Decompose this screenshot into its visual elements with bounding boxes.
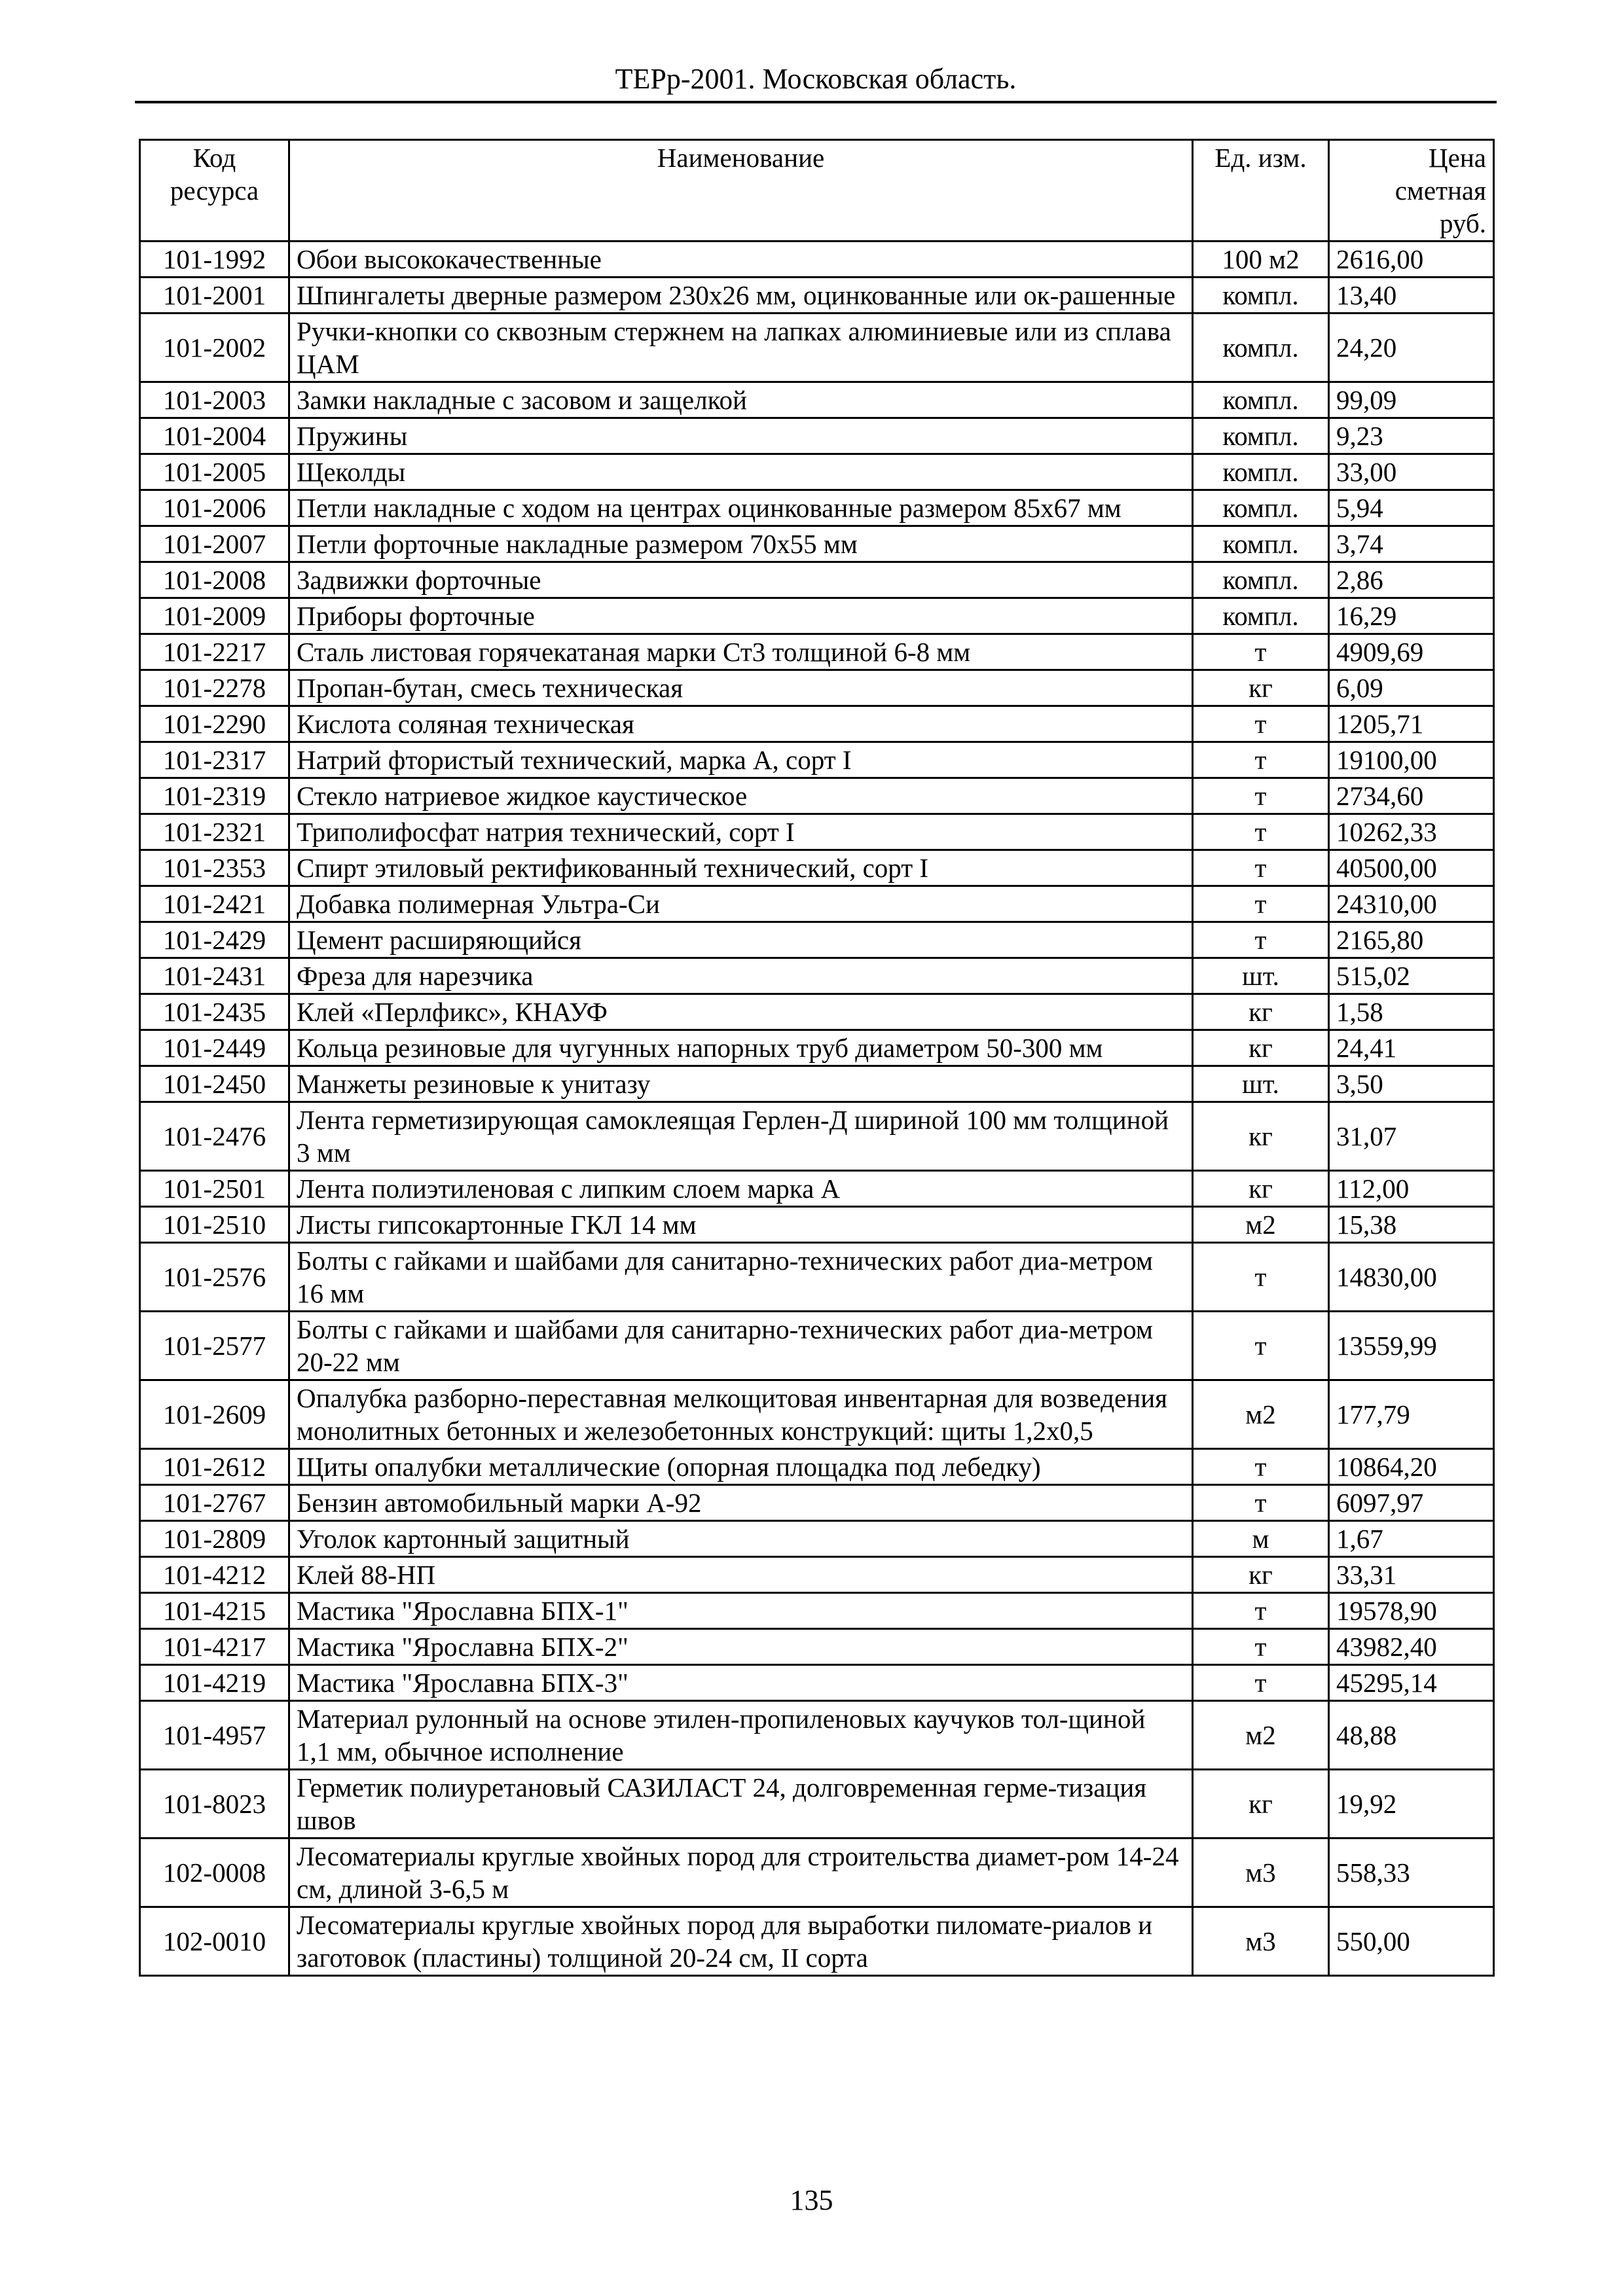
table-row [140, 814, 1494, 850]
cell-name: Ручки-кнопки со сквозным стержнем на лапках алюминиевые или из сплава ЦАМ [289, 314, 1193, 382]
cell-code: 101-2003 [140, 382, 289, 418]
table-row [140, 1770, 1494, 1839]
cell-price: 177,79 [1329, 1380, 1494, 1449]
cell-unit: м2 [1193, 1380, 1329, 1449]
cell-code: 102-0010 [140, 1907, 289, 1976]
cell-code: 101-4215 [140, 1593, 289, 1629]
cell-name: Щеколды [289, 454, 1193, 490]
cell-code: 101-2476 [140, 1102, 289, 1171]
table-row [140, 1907, 1494, 1976]
cell-code: 101-2002 [140, 314, 289, 382]
cell-unit: т [1193, 742, 1329, 778]
cell-name: Пружины [289, 418, 1193, 454]
cell-name: Шпингалеты дверные размером 230х26 мм, оцинкованные или ок-рашенные [289, 278, 1193, 314]
page-number: 135 [790, 2184, 833, 2216]
page-header-title: ТЕРр-2001. Московская область. [615, 63, 1017, 95]
cell-code: 101-2278 [140, 670, 289, 706]
cell-unit: компл. [1193, 278, 1329, 314]
cell-code: 101-2007 [140, 526, 289, 562]
cell-price: 1205,71 [1329, 706, 1494, 742]
cell-price: 9,23 [1329, 418, 1494, 454]
table-body [140, 242, 1494, 1976]
table-row [140, 1665, 1494, 1701]
cell-price: 33,31 [1329, 1557, 1494, 1593]
cell-code: 101-2009 [140, 598, 289, 634]
table-row [140, 994, 1494, 1030]
cell-unit: шт. [1193, 958, 1329, 994]
table-row [140, 314, 1494, 382]
cell-unit: т [1193, 1312, 1329, 1380]
table-row [140, 562, 1494, 598]
cell-name: Фреза для нарезчика [289, 958, 1193, 994]
table-row [140, 850, 1494, 886]
cell-price: 2165,80 [1329, 922, 1494, 958]
cell-unit: кг [1193, 1171, 1329, 1207]
table-row [140, 1380, 1494, 1449]
cell-price: 550,00 [1329, 1907, 1494, 1976]
cell-unit: т [1193, 1665, 1329, 1701]
cell-unit: компл. [1193, 490, 1329, 526]
table-row [140, 634, 1494, 670]
cell-price: 13,40 [1329, 278, 1494, 314]
cell-name: Натрий фтористый технический, марка А, сорт I [289, 742, 1193, 778]
cell-name: Лесоматериалы круглые хвойных пород для выработки пиломате-риалов и заготовок (пластины) толщиной 20-24 см, II сорта [289, 1907, 1193, 1976]
table-row [140, 418, 1494, 454]
cell-unit: т [1193, 1629, 1329, 1665]
table-row [140, 1066, 1494, 1102]
cell-name: Клей «Перлфикс», КНАУФ [289, 994, 1193, 1030]
cell-name: Мастика "Ярославна БПХ-1" [289, 1593, 1193, 1629]
cell-unit: м2 [1193, 1701, 1329, 1770]
cell-price: 558,33 [1329, 1839, 1494, 1907]
cell-name: Цемент расширяющийся [289, 922, 1193, 958]
cell-name: Щиты опалубки металлические (опорная площадка под лебедку) [289, 1449, 1193, 1485]
cell-price: 2734,60 [1329, 778, 1494, 814]
table-header-row [140, 140, 1494, 242]
cell-unit: т [1193, 886, 1329, 922]
cell-code: 101-2001 [140, 278, 289, 314]
cell-unit: т [1193, 922, 1329, 958]
cell-code: 101-2767 [140, 1485, 289, 1521]
table-row [140, 526, 1494, 562]
cell-price: 4909,69 [1329, 634, 1494, 670]
cell-unit: т [1193, 706, 1329, 742]
table-row [140, 1557, 1494, 1593]
cell-unit: т [1193, 1449, 1329, 1485]
cell-name: Материал рулонный на основе этилен-пропиленовых каучуков тол-щиной 1,1 мм, обычное исполнение [289, 1701, 1193, 1770]
table-row [140, 1243, 1494, 1312]
cell-name: Пропан-бутан, смесь техническая [289, 670, 1193, 706]
cell-unit: 100 м2 [1193, 242, 1329, 278]
cell-name: Клей 88-НП [289, 1557, 1193, 1593]
cell-unit: компл. [1193, 598, 1329, 634]
cell-unit: компл. [1193, 382, 1329, 418]
cell-code: 101-2321 [140, 814, 289, 850]
table-row [140, 382, 1494, 418]
cell-code: 102-0008 [140, 1839, 289, 1907]
cell-price: 99,09 [1329, 382, 1494, 418]
cell-code: 101-4957 [140, 1701, 289, 1770]
cell-name: Петли форточные накладные размером 70х55 мм [289, 526, 1193, 562]
cell-code: 101-2612 [140, 1449, 289, 1485]
table-row [140, 1839, 1494, 1907]
cell-code: 101-2317 [140, 742, 289, 778]
cell-price: 10262,33 [1329, 814, 1494, 850]
cell-unit: компл. [1193, 454, 1329, 490]
table-row [140, 598, 1494, 634]
cell-name: Лесоматериалы круглые хвойных пород для строительства диамет-ром 14-24 см, длиной 3-6,5 м [289, 1839, 1193, 1907]
table-row [140, 670, 1494, 706]
cell-name: Сталь листовая горячекатаная марки Ст3 толщиной 6-8 мм [289, 634, 1193, 670]
cell-unit: компл. [1193, 418, 1329, 454]
cell-unit: т [1193, 1243, 1329, 1312]
cell-unit: компл. [1193, 526, 1329, 562]
table-row [140, 922, 1494, 958]
cell-code: 101-4212 [140, 1557, 289, 1593]
cell-code: 101-2577 [140, 1312, 289, 1380]
cell-unit: кг [1193, 1557, 1329, 1593]
column-header-price: Цена сметная руб. [1329, 140, 1494, 242]
table-row [140, 706, 1494, 742]
cell-price: 3,50 [1329, 1066, 1494, 1102]
cell-price: 45295,14 [1329, 1665, 1494, 1701]
cell-name: Бензин автомобильный марки А-92 [289, 1485, 1193, 1521]
cell-unit: кг [1193, 994, 1329, 1030]
table-row [140, 1449, 1494, 1485]
cell-name: Болты с гайками и шайбами для санитарно-технических работ диа-метром 16 мм [289, 1243, 1193, 1312]
cell-name: Лента герметизирующая самоклеящая Герлен-Д шириной 100 мм толщиной 3 мм [289, 1102, 1193, 1171]
table-row [140, 778, 1494, 814]
cell-name: Петли накладные с ходом на центрах оцинкованные размером 85х67 мм [289, 490, 1193, 526]
cell-unit: т [1193, 850, 1329, 886]
cell-price: 10864,20 [1329, 1449, 1494, 1485]
cell-price: 19578,90 [1329, 1593, 1494, 1629]
cell-code: 101-2006 [140, 490, 289, 526]
cell-name: Герметик полиуретановый САЗИЛАСТ 24, долговременная герме-тизация швов [289, 1770, 1193, 1839]
column-header-code: Код ресурса [140, 140, 289, 242]
cell-name: Уголок картонный защитный [289, 1521, 1193, 1557]
cell-price: 2616,00 [1329, 242, 1494, 278]
cell-code: 101-2809 [140, 1521, 289, 1557]
cell-unit: м3 [1193, 1907, 1329, 1976]
cell-price: 14830,00 [1329, 1243, 1494, 1312]
table-row [140, 742, 1494, 778]
table-row [140, 1701, 1494, 1770]
cell-unit: компл. [1193, 314, 1329, 382]
cell-unit: м [1193, 1521, 1329, 1557]
cell-price: 1,67 [1329, 1521, 1494, 1557]
cell-name: Болты с гайками и шайбами для санитарно-технических работ диа-метром 20-22 мм [289, 1312, 1193, 1380]
cell-unit: компл. [1193, 562, 1329, 598]
cell-name: Мастика "Ярославна БПХ-3" [289, 1665, 1193, 1701]
cell-code: 101-2450 [140, 1066, 289, 1102]
cell-price: 33,00 [1329, 454, 1494, 490]
cell-name: Замки накладные с засовом и защелкой [289, 382, 1193, 418]
cell-name: Добавка полимерная Ультра-Си [289, 886, 1193, 922]
cell-unit: шт. [1193, 1066, 1329, 1102]
cell-code: 101-4219 [140, 1665, 289, 1701]
cell-price: 6,09 [1329, 670, 1494, 706]
cell-code: 101-2217 [140, 634, 289, 670]
table-row [140, 958, 1494, 994]
cell-name: Кислота соляная техническая [289, 706, 1193, 742]
cell-code: 101-2319 [140, 778, 289, 814]
cell-price: 6097,97 [1329, 1485, 1494, 1521]
cell-name: Задвижки форточные [289, 562, 1193, 598]
table-row [140, 490, 1494, 526]
table-row [140, 242, 1494, 278]
table-row [140, 1521, 1494, 1557]
cell-price: 5,94 [1329, 490, 1494, 526]
cell-code: 101-2576 [140, 1243, 289, 1312]
cell-code: 101-4217 [140, 1629, 289, 1665]
resource-price-table [139, 139, 1495, 1977]
cell-price: 19100,00 [1329, 742, 1494, 778]
cell-name: Приборы форточные [289, 598, 1193, 634]
table-row [140, 1207, 1494, 1243]
cell-name: Лента полиэтиленовая с липким слоем марка А [289, 1171, 1193, 1207]
cell-unit: кг [1193, 1770, 1329, 1839]
cell-price: 40500,00 [1329, 850, 1494, 886]
cell-unit: м2 [1193, 1207, 1329, 1243]
cell-unit: т [1193, 634, 1329, 670]
cell-code: 101-2609 [140, 1380, 289, 1449]
cell-code: 101-2008 [140, 562, 289, 598]
cell-code: 101-2435 [140, 994, 289, 1030]
cell-price: 48,88 [1329, 1701, 1494, 1770]
table-row [140, 1102, 1494, 1171]
cell-price: 13559,99 [1329, 1312, 1494, 1380]
column-header-unit: Ед. изм. [1193, 140, 1329, 242]
cell-price: 2,86 [1329, 562, 1494, 598]
cell-unit: кг [1193, 670, 1329, 706]
cell-code: 101-2004 [140, 418, 289, 454]
cell-price: 515,02 [1329, 958, 1494, 994]
cell-code: 101-2353 [140, 850, 289, 886]
cell-code: 101-1992 [140, 242, 289, 278]
column-header-name: Наименование [289, 140, 1193, 242]
cell-code: 101-2290 [140, 706, 289, 742]
cell-unit: т [1193, 1485, 1329, 1521]
cell-unit: т [1193, 814, 1329, 850]
cell-code: 101-2449 [140, 1030, 289, 1066]
cell-name: Опалубка разборно-переставная мелкощитовая инвентарная для возведения монолитных бетонных и железобетонных конструкций: щиты 1,2х0,5 [289, 1380, 1193, 1449]
cell-price: 1,58 [1329, 994, 1494, 1030]
cell-code: 101-2429 [140, 922, 289, 958]
cell-name: Мастика "Ярославна БПХ-2" [289, 1629, 1193, 1665]
cell-unit: т [1193, 778, 1329, 814]
header-rule [135, 101, 1497, 103]
cell-unit: кг [1193, 1030, 1329, 1066]
table-row [140, 1312, 1494, 1380]
cell-name: Манжеты резиновые к унитазу [289, 1066, 1193, 1102]
cell-price: 43982,40 [1329, 1629, 1494, 1665]
table-row [140, 1485, 1494, 1521]
table-row [140, 1629, 1494, 1665]
table-row [140, 1030, 1494, 1066]
cell-code: 101-2501 [140, 1171, 289, 1207]
cell-price: 24,41 [1329, 1030, 1494, 1066]
cell-price: 24,20 [1329, 314, 1494, 382]
table-row [140, 454, 1494, 490]
table-row [140, 278, 1494, 314]
cell-price: 3,74 [1329, 526, 1494, 562]
cell-code: 101-2510 [140, 1207, 289, 1243]
cell-price: 112,00 [1329, 1171, 1494, 1207]
cell-code: 101-2005 [140, 454, 289, 490]
cell-price: 15,38 [1329, 1207, 1494, 1243]
table-row [140, 1593, 1494, 1629]
cell-name: Листы гипсокартонные ГКЛ 14 мм [289, 1207, 1193, 1243]
cell-unit: т [1193, 1593, 1329, 1629]
table-row [140, 1171, 1494, 1207]
cell-code: 101-2431 [140, 958, 289, 994]
cell-name: Кольца резиновые для чугунных напорных труб диаметром 50-300 мм [289, 1030, 1193, 1066]
cell-unit: м3 [1193, 1839, 1329, 1907]
cell-code: 101-8023 [140, 1770, 289, 1839]
cell-name: Стекло натриевое жидкое каустическое [289, 778, 1193, 814]
cell-name: Обои высококачественные [289, 242, 1193, 278]
cell-price: 16,29 [1329, 598, 1494, 634]
cell-unit: кг [1193, 1102, 1329, 1171]
cell-name: Триполифосфат натрия технический, сорт I [289, 814, 1193, 850]
cell-name: Спирт этиловый ректификованный технический, сорт I [289, 850, 1193, 886]
cell-price: 31,07 [1329, 1102, 1494, 1171]
cell-price: 19,92 [1329, 1770, 1494, 1839]
table-row [140, 886, 1494, 922]
cell-code: 101-2421 [140, 886, 289, 922]
cell-price: 24310,00 [1329, 886, 1494, 922]
